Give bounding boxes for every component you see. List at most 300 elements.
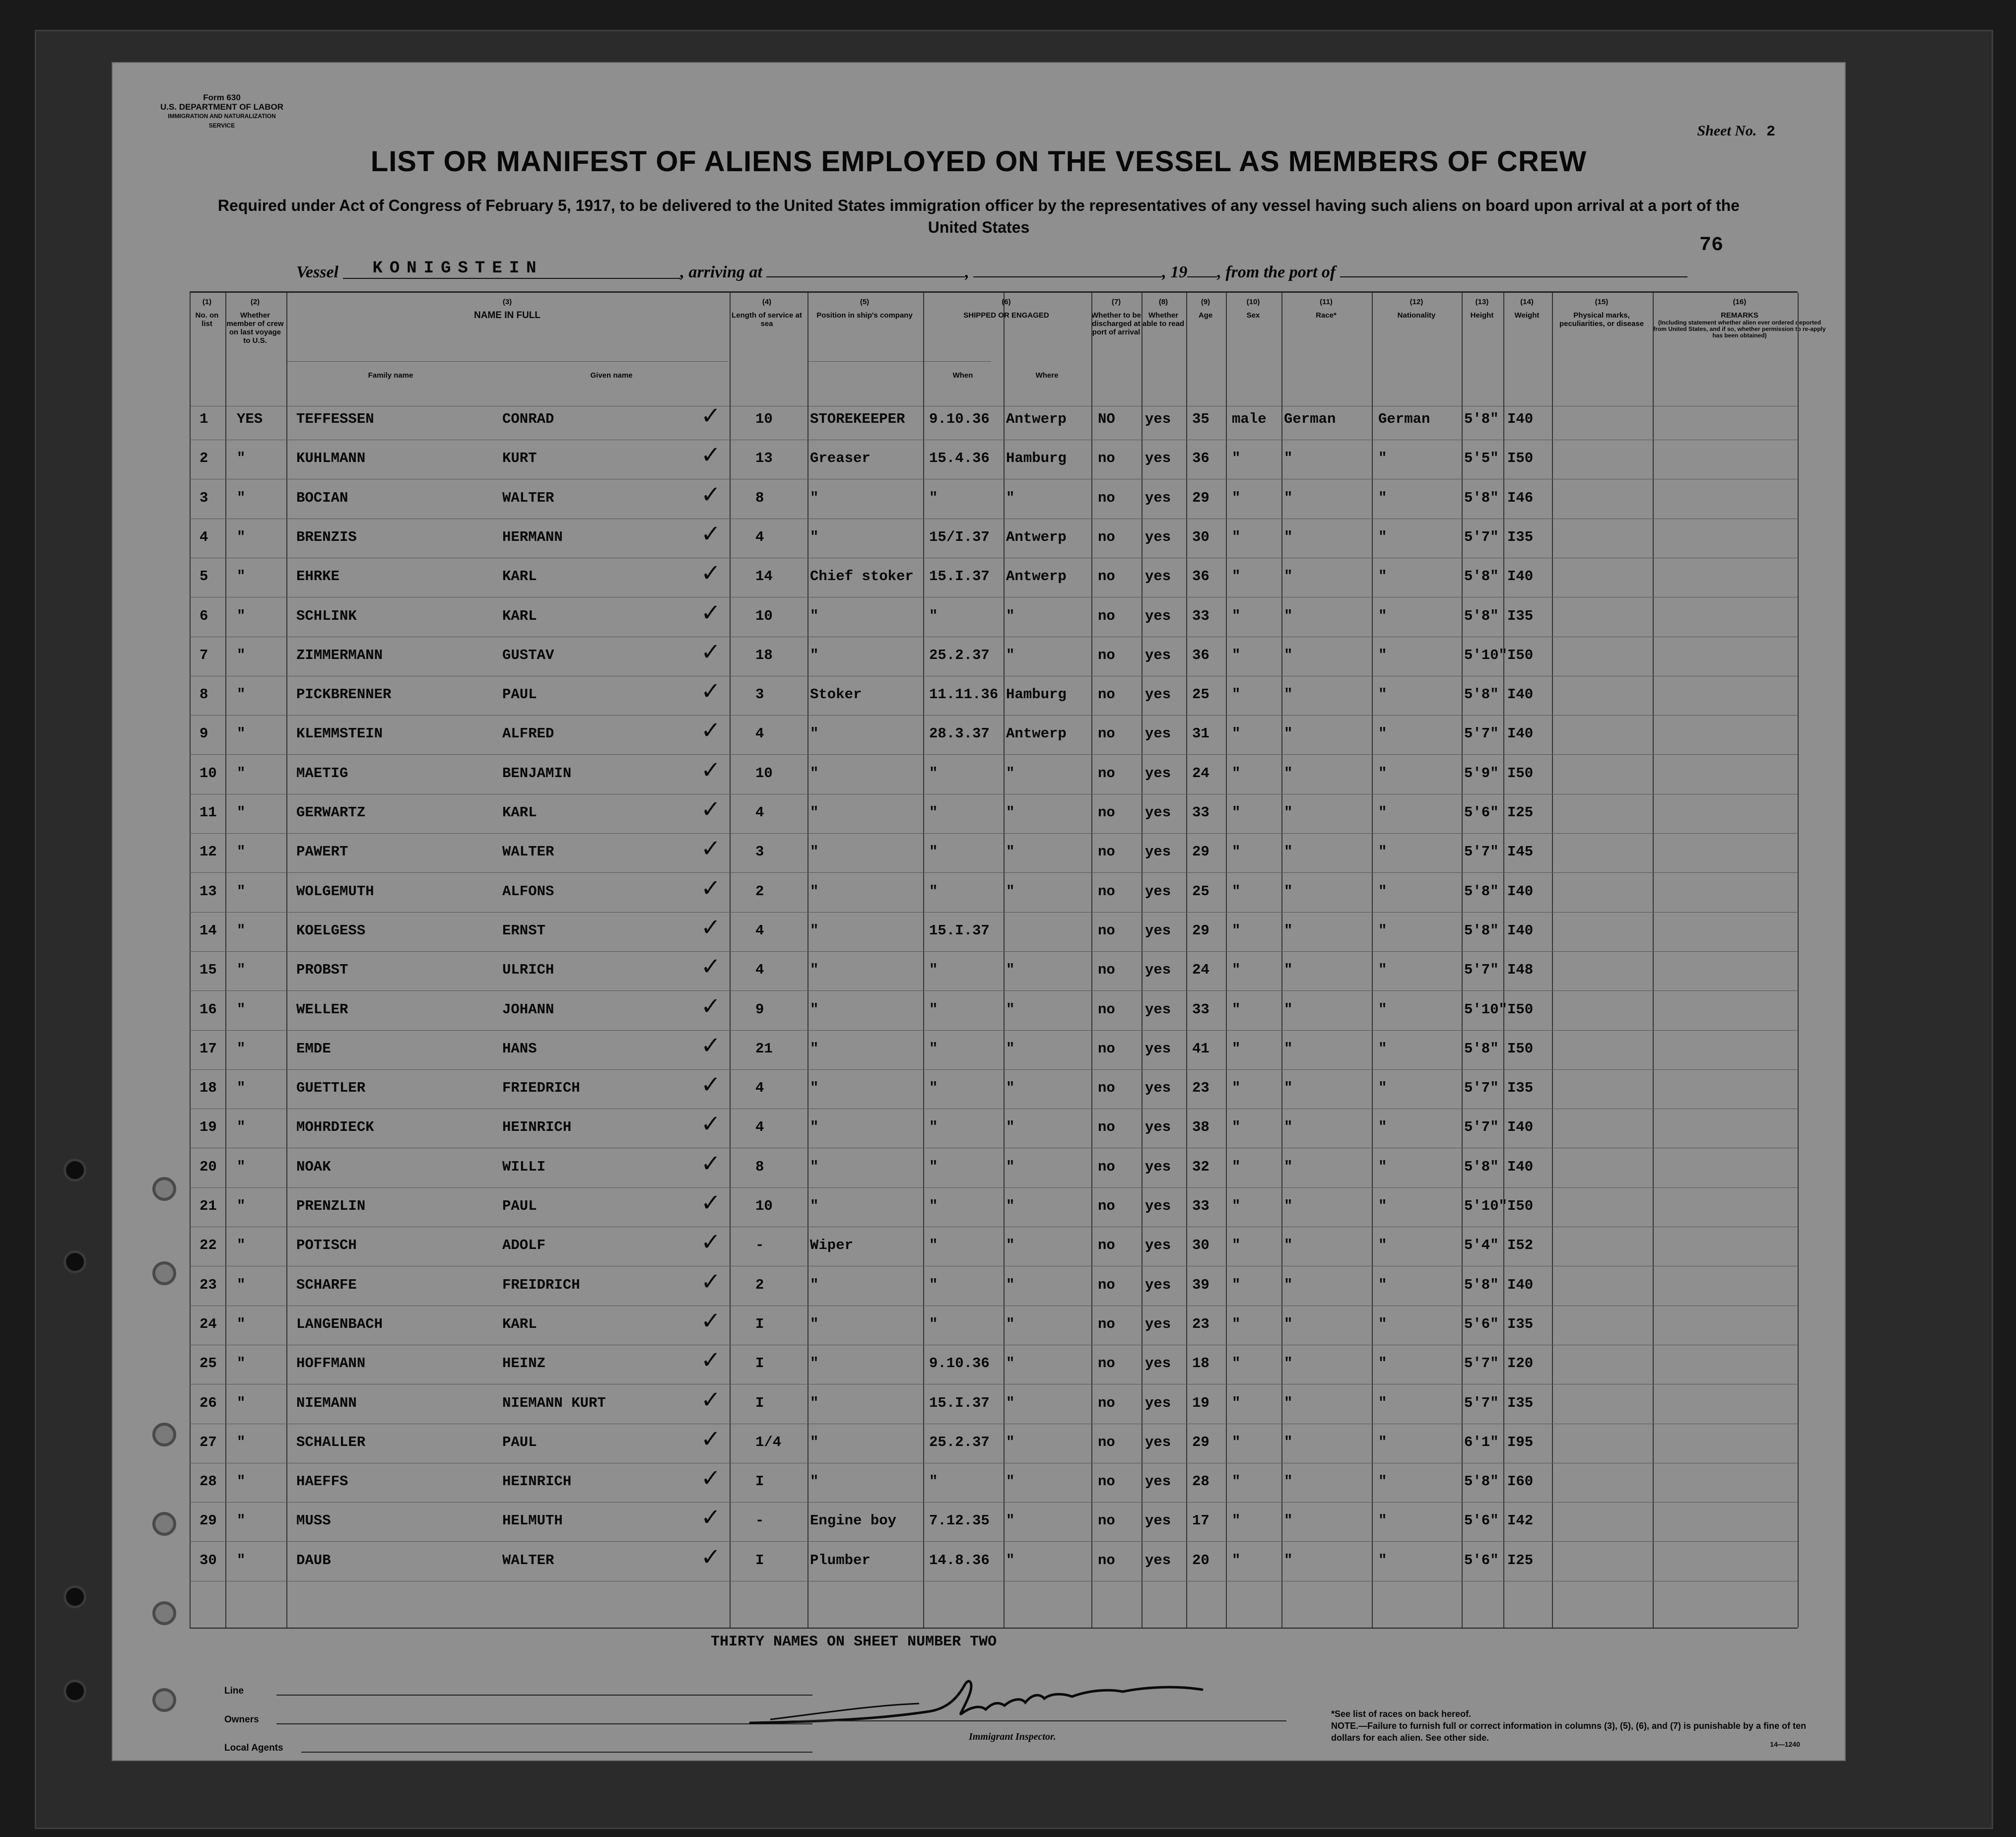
weight: I40 (1507, 686, 1534, 703)
col-head-9: (9) Age (1198, 298, 1213, 320)
given-name: BENJAMIN (502, 765, 572, 782)
shipped-where: " (1006, 1119, 1015, 1136)
length-of-service: 8 (755, 489, 764, 506)
shipped-where: " (1006, 883, 1015, 900)
row-rule (190, 951, 1798, 952)
length-of-service: 4 (755, 1119, 764, 1136)
able-to-read: yes (1145, 489, 1171, 506)
age: 38 (1192, 1119, 1210, 1136)
nationality: " (1378, 1001, 1387, 1018)
length-of-service: 9 (755, 1001, 764, 1018)
checkmark-icon: ✓ (701, 559, 721, 588)
able-to-read: yes (1145, 1394, 1171, 1411)
race: " (1284, 765, 1293, 782)
row-number: 7 (200, 647, 208, 663)
height: 5'8" (1464, 1040, 1499, 1057)
shipped-when: " (929, 489, 938, 506)
to-be-discharged: no (1098, 528, 1115, 545)
position: " (810, 1080, 819, 1097)
sex: " (1232, 1119, 1241, 1136)
nationality: " (1378, 1040, 1387, 1057)
crew-last-voyage: YES (237, 411, 263, 427)
shipped-where: Antwerp (1006, 568, 1067, 585)
row-number: 9 (200, 725, 208, 742)
to-be-discharged: no (1098, 1434, 1115, 1450)
age: 30 (1192, 1237, 1210, 1254)
race: " (1284, 883, 1293, 900)
row-rule (190, 754, 1798, 755)
position: " (810, 765, 819, 782)
shipped-when: " (929, 1276, 938, 1293)
race: " (1284, 686, 1293, 703)
shipped-where: " (1006, 804, 1015, 821)
age: 19 (1192, 1394, 1210, 1411)
checkmark-icon: ✓ (701, 1031, 721, 1059)
shipped-where: " (1006, 1434, 1015, 1450)
page-title: LIST OR MANIFEST OF ALIENS EMPLOYED ON THE VESSEL AS MEMBERS OF CREW (370, 145, 1587, 178)
position: " (810, 1119, 819, 1136)
given-name: ALFONS (502, 883, 554, 900)
position: " (810, 725, 819, 742)
page-subtitle: Required under Act of Congress of February 5, 1917, to be delivered to the United States immigration officer by the representatives of any vessel having such aliens on board upon arrival at a port of the United States (217, 197, 1740, 236)
column-rule (1798, 293, 1799, 1628)
shipped-where: Hamburg (1006, 686, 1067, 703)
shipped-when: " (929, 1040, 938, 1057)
length-of-service: 4 (755, 962, 764, 979)
able-to-read: yes (1145, 1355, 1171, 1372)
shipped-when: " (929, 1315, 938, 1332)
able-to-read: yes (1145, 1237, 1171, 1254)
checkmark-icon: ✓ (701, 1346, 721, 1375)
crew-last-voyage: " (237, 922, 246, 939)
position: STOREKEEPER (810, 411, 905, 427)
vessel-label: Vessel (296, 263, 338, 281)
length-of-service: I (755, 1355, 764, 1372)
crew-last-voyage: " (237, 1080, 246, 1097)
position: " (810, 489, 819, 506)
given-name: KARL (502, 1315, 537, 1332)
given-name: FRIEDRICH (502, 1080, 580, 1097)
to-be-discharged: no (1098, 1119, 1115, 1136)
shipped-when: " (929, 1119, 938, 1136)
race: " (1284, 844, 1293, 860)
given-name: PAUL (502, 686, 537, 703)
crew-last-voyage: " (237, 489, 246, 506)
race: " (1284, 489, 1293, 506)
family-name: DAUB (296, 1552, 331, 1569)
age: 29 (1192, 844, 1210, 860)
checkmark-icon: ✓ (701, 1307, 721, 1335)
shipped-when: 9.10.36 (929, 1355, 990, 1372)
family-name: TEFFESSEN (296, 411, 374, 427)
family-name: KOELGESS (296, 922, 366, 939)
checkmark-icon: ✓ (701, 874, 721, 902)
sex: " (1232, 1158, 1241, 1175)
age: 35 (1192, 411, 1210, 427)
sex: " (1232, 1080, 1241, 1097)
to-be-discharged: no (1098, 686, 1115, 703)
given-name: NIEMANN KURT (502, 1394, 606, 1411)
age: 33 (1192, 1001, 1210, 1018)
age: 29 (1192, 489, 1210, 506)
punch-hole (64, 1680, 86, 1703)
weight: I40 (1507, 883, 1534, 900)
position: " (810, 1158, 819, 1175)
family-name: BOCIAN (296, 489, 348, 506)
sex: " (1232, 1315, 1241, 1332)
given-name: HEINRICH (502, 1119, 572, 1136)
crew-last-voyage: " (237, 765, 246, 782)
row-rule (190, 1069, 1798, 1070)
age: 17 (1192, 1512, 1210, 1529)
nationality: " (1378, 844, 1387, 860)
length-of-service: 3 (755, 686, 764, 703)
family-name: MAETIG (296, 765, 348, 782)
punch-hole (152, 1601, 176, 1625)
sex: " (1232, 765, 1241, 782)
shipped-when: " (929, 1080, 938, 1097)
form-header (157, 93, 286, 131)
able-to-read: yes (1145, 725, 1171, 742)
crew-last-voyage: " (237, 1315, 246, 1332)
arriving-label: , arriving at (680, 263, 762, 281)
punch-hole (64, 1585, 86, 1608)
shipped-where: " (1006, 1355, 1015, 1372)
col-head-10: (10) Sex (1246, 298, 1260, 320)
col-head-given: Given name (590, 371, 633, 380)
height: 5'8" (1464, 922, 1499, 939)
row-number: 27 (200, 1434, 217, 1450)
weight: I25 (1507, 804, 1534, 821)
checkmark-icon: ✓ (701, 480, 721, 509)
height: 5'7" (1464, 528, 1499, 545)
crew-last-voyage: " (237, 844, 246, 860)
height: 5'8" (1464, 411, 1499, 427)
row-number: 15 (200, 962, 217, 979)
checkmark-icon: ✓ (701, 638, 721, 666)
weight: I50 (1507, 765, 1534, 782)
family-name: GERWARTZ (296, 804, 366, 821)
col-head-6: (6) SHIPPED OR ENGAGED (963, 298, 1049, 320)
shipped-where: " (1006, 1394, 1015, 1411)
table-row (190, 1110, 1798, 1139)
checkmark-icon: ✓ (701, 717, 721, 745)
shipped-where: Antwerp (1006, 411, 1067, 427)
height: 5'6" (1464, 1512, 1499, 1529)
family-name: MUSS (296, 1512, 331, 1529)
shipped-where: " (1006, 1237, 1015, 1254)
race: " (1284, 568, 1293, 585)
position: Greaser (810, 450, 871, 467)
able-to-read: yes (1145, 1434, 1171, 1450)
height: 5'5" (1464, 450, 1499, 467)
position: " (810, 1315, 819, 1332)
shipped-where: " (1006, 1315, 1015, 1332)
crew-last-voyage: " (237, 1552, 246, 1569)
age: 33 (1192, 607, 1210, 624)
row-rule (190, 990, 1798, 991)
family-name: EHRKE (296, 568, 340, 585)
able-to-read: yes (1145, 1512, 1171, 1529)
crew-last-voyage: " (237, 1040, 246, 1057)
checkmark-icon: ✓ (701, 598, 721, 627)
row-number: 19 (200, 1119, 217, 1136)
line-field (276, 1695, 812, 1696)
family-name: MOHRDIECK (296, 1119, 374, 1136)
position: Stoker (810, 686, 862, 703)
weight: I20 (1507, 1355, 1534, 1372)
shipped-when: 25.2.37 (929, 647, 990, 663)
col-head-15: (15) Physical marks, peculiarities, or disease (1559, 298, 1644, 328)
height: 5'10" (1464, 1001, 1508, 1018)
row-number: 20 (200, 1158, 217, 1175)
row-number: 3 (200, 489, 208, 506)
given-name: KARL (502, 568, 537, 585)
nationality: " (1378, 686, 1387, 703)
nationality: " (1378, 1276, 1387, 1293)
able-to-read: yes (1145, 528, 1171, 545)
nationality: " (1378, 1158, 1387, 1175)
nationality: " (1378, 1552, 1387, 1569)
col-head-14: (14) Weight (1514, 298, 1540, 320)
crew-last-voyage: " (237, 1355, 246, 1372)
sex: " (1232, 1276, 1241, 1293)
to-be-discharged: no (1098, 765, 1115, 782)
row-number: 11 (200, 804, 217, 821)
sex: " (1232, 844, 1241, 860)
shipped-when: " (929, 1198, 938, 1214)
to-be-discharged: no (1098, 568, 1115, 585)
table-row (190, 598, 1798, 628)
nationality: " (1378, 1355, 1387, 1372)
length-of-service: - (755, 1237, 764, 1254)
nationality: " (1378, 922, 1387, 939)
sex: " (1232, 1198, 1241, 1214)
position: " (810, 1001, 819, 1018)
nationality: " (1378, 528, 1387, 545)
given-name: KARL (502, 607, 537, 624)
fine-note: NOTE.—Failure to furnish full or correct information in columns (3), (5), (6), and (7) is punishable by a fine of ten dollars for each alien. See other side. (1331, 1721, 1807, 1743)
inspector-field (795, 1720, 1286, 1721)
age: 25 (1192, 686, 1210, 703)
punch-hole (152, 1688, 176, 1712)
weight: I50 (1507, 1040, 1534, 1057)
crew-last-voyage: " (237, 804, 246, 821)
race: " (1284, 1394, 1293, 1411)
crew-last-voyage: " (237, 1473, 246, 1490)
col-head-3: (3) NAME IN FULL (473, 298, 541, 321)
row-number: 30 (200, 1552, 217, 1569)
row-rule (190, 1187, 1798, 1188)
to-be-discharged: no (1098, 1315, 1115, 1332)
shipped-when: 15.4.36 (929, 450, 990, 467)
given-name: ULRICH (502, 962, 554, 979)
weight: I35 (1507, 1315, 1534, 1332)
shipped-when: 15.I.37 (929, 568, 990, 585)
shipped-where: " (1006, 1080, 1015, 1097)
row-number: 29 (200, 1512, 217, 1529)
table-row (190, 874, 1798, 903)
crew-last-voyage: " (237, 725, 246, 742)
to-be-discharged: no (1098, 1355, 1115, 1372)
able-to-read: yes (1145, 1315, 1171, 1332)
length-of-service: 18 (755, 647, 773, 663)
race: " (1284, 1512, 1293, 1529)
able-to-read: yes (1145, 411, 1171, 427)
position: " (810, 922, 819, 939)
crew-last-voyage: " (237, 1198, 246, 1214)
to-be-discharged: NO (1098, 411, 1115, 427)
nationality: " (1378, 1198, 1387, 1214)
races-note: *See list of races on back hereof. (1331, 1709, 1472, 1719)
sex: " (1232, 1040, 1241, 1057)
nationality: " (1378, 804, 1387, 821)
position: " (810, 1276, 819, 1293)
checkmark-icon: ✓ (701, 953, 721, 981)
col-head-5: (5) Position in ship's company (816, 298, 913, 320)
checkmark-icon: ✓ (701, 1267, 721, 1296)
crew-last-voyage: " (237, 528, 246, 545)
family-name: WOLGEMUTH (296, 883, 374, 900)
age: 33 (1192, 1198, 1210, 1214)
checkmark-icon: ✓ (701, 913, 721, 941)
weight: I50 (1507, 647, 1534, 663)
weight: I42 (1507, 1512, 1534, 1529)
row-rule (190, 872, 1798, 873)
family-name: EMDE (296, 1040, 331, 1057)
able-to-read: yes (1145, 844, 1171, 860)
to-be-discharged: no (1098, 450, 1115, 467)
family-name: PICKBRENNER (296, 686, 392, 703)
family-name: GUETTLER (296, 1080, 366, 1097)
to-be-discharged: no (1098, 922, 1115, 939)
nationality: " (1378, 1473, 1387, 1490)
table-row (190, 795, 1798, 824)
table-row (190, 1071, 1798, 1100)
shipped-where: " (1006, 844, 1015, 860)
nationality: " (1378, 568, 1387, 585)
able-to-read: yes (1145, 1119, 1171, 1136)
length-of-service: 8 (755, 1158, 764, 1175)
able-to-read: yes (1145, 804, 1171, 821)
checkmark-icon: ✓ (701, 1228, 721, 1256)
shipped-where: " (1006, 1512, 1015, 1529)
height: 5'8" (1464, 489, 1499, 506)
crew-last-voyage: " (237, 686, 246, 703)
race: " (1284, 1355, 1293, 1372)
table-row (190, 1267, 1798, 1297)
able-to-read: yes (1145, 1080, 1171, 1097)
shipped-when: " (929, 1237, 938, 1254)
nationality: " (1378, 725, 1387, 742)
given-name: KURT (502, 450, 537, 467)
nationality: " (1378, 765, 1387, 782)
table-row (190, 1346, 1798, 1375)
checkmark-icon: ✓ (701, 795, 721, 823)
height: 5'10" (1464, 1198, 1508, 1214)
age: 36 (1192, 450, 1210, 467)
height: 5'4" (1464, 1237, 1499, 1254)
position: " (810, 1434, 819, 1450)
weight: I60 (1507, 1473, 1534, 1490)
crew-last-voyage: " (237, 1394, 246, 1411)
able-to-read: yes (1145, 1473, 1171, 1490)
position: " (810, 1394, 819, 1411)
shipped-when: 25.2.37 (929, 1434, 990, 1450)
sex: " (1232, 450, 1241, 467)
row-rule (190, 912, 1798, 913)
page-number: 76 (1699, 234, 1723, 257)
shipped-where: " (1006, 1552, 1015, 1569)
given-name: WALTER (502, 489, 554, 506)
sex: " (1232, 647, 1241, 663)
sex: " (1232, 1552, 1241, 1569)
family-name: PAWERT (296, 844, 348, 860)
able-to-read: yes (1145, 568, 1171, 585)
punch-hole (152, 1261, 176, 1285)
crew-last-voyage: " (237, 450, 246, 467)
table-row (190, 1504, 1798, 1532)
row-number: 25 (200, 1355, 217, 1372)
row-number: 21 (200, 1198, 217, 1214)
row-number: 13 (200, 883, 217, 900)
shipped-when: 14.8.36 (929, 1552, 990, 1569)
weight: I35 (1507, 1080, 1534, 1097)
given-name: ALFRED (502, 725, 554, 742)
col-head-7: (7) Whether to be discharged at port of arrival (1091, 298, 1141, 336)
checkmark-icon: ✓ (701, 1464, 721, 1493)
position: Wiper (810, 1237, 854, 1254)
family-name: KUHLMANN (296, 450, 366, 467)
to-be-discharged: no (1098, 725, 1115, 742)
race: " (1284, 1158, 1293, 1175)
row-number: 6 (200, 607, 208, 624)
shipped-when: 7.12.35 (929, 1512, 990, 1529)
shipped-when: 11.11.36 (929, 686, 999, 703)
age: 18 (1192, 1355, 1210, 1372)
weight: I95 (1507, 1434, 1534, 1450)
row-number: 4 (200, 528, 208, 545)
length-of-service: 4 (755, 725, 764, 742)
form-note (1331, 1708, 1827, 1744)
to-be-discharged: no (1098, 844, 1115, 860)
to-be-discharged: no (1098, 1080, 1115, 1097)
table-row (190, 1543, 1798, 1572)
given-name: HANS (502, 1040, 537, 1057)
weight: I40 (1507, 725, 1534, 742)
given-name: WALTER (502, 1552, 554, 1569)
to-be-discharged: no (1098, 962, 1115, 979)
table-row (190, 1425, 1798, 1454)
given-name: WILLI (502, 1158, 546, 1175)
race: " (1284, 1434, 1293, 1450)
weight: I40 (1507, 922, 1534, 939)
row-number: 28 (200, 1473, 217, 1490)
vessel-line: Vessel KONIGSTEIN , arriving at , , 19 , from the port of (296, 262, 1687, 282)
owners-label: Owners (224, 1714, 259, 1725)
given-name: ADOLF (502, 1237, 546, 1254)
col-head-2: (2) Whether member of crew on last voyage to U.S. (226, 298, 284, 345)
sex: " (1232, 1394, 1241, 1411)
row-number: 5 (200, 568, 208, 585)
row-rule (190, 833, 1798, 834)
row-rule (190, 1502, 1798, 1503)
row-rule (190, 1541, 1798, 1542)
position: Chief stoker (810, 568, 914, 585)
sheet-number-value: 2 (1766, 124, 1775, 140)
crew-last-voyage: " (237, 1434, 246, 1450)
length-of-service: 10 (755, 765, 773, 782)
